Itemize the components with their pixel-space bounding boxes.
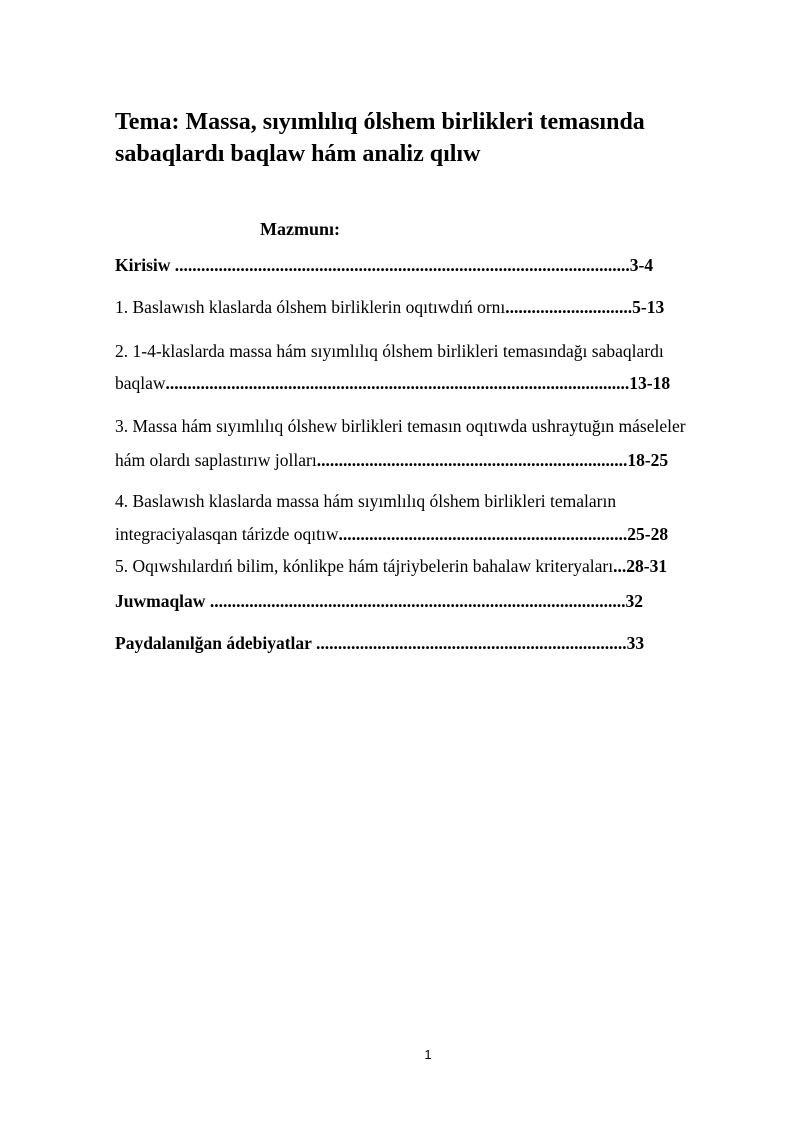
toc-entry-label: hám olardı saplastırıw jolları — [115, 450, 317, 470]
page-number: 1 — [424, 1047, 432, 1062]
toc-page-range: 18-25 — [627, 450, 669, 470]
toc-entry-3-line-2 — [115, 449, 668, 471]
toc-entry-5 — [115, 555, 667, 577]
toc-leader-dots: ............................. — [505, 297, 633, 317]
toc-entry-label: Juwmaqlaw — [115, 591, 206, 611]
title-line-1: Tema: Massa, sıyımlılıq ólshem birlikleri temasında — [115, 109, 645, 135]
toc-leader-dots: .................................................................. — [338, 524, 628, 544]
toc-leader-dots: .......................................................................................................... — [165, 373, 630, 393]
toc-page-range: 28-31 — [626, 556, 668, 576]
toc-entry-label: 1. Baslawısh klaslarda ólshem birliklerin oqıtıwdıń ornı — [115, 297, 506, 317]
toc-entry-2-line-2 — [115, 372, 670, 394]
toc-page-range: 5-13 — [632, 297, 665, 317]
toc-entry-4-line-2 — [115, 523, 668, 545]
document-title — [115, 106, 735, 170]
toc-entry-1 — [115, 296, 664, 318]
toc-entry-label: Kirisiw — [115, 255, 171, 275]
toc-entry-2-line-1 — [115, 340, 664, 362]
toc-leader-dots: ........................................................................................................ — [170, 255, 630, 275]
toc-entry-references — [115, 632, 644, 654]
toc-entry-label: 3. Massa hám sıyımlılıq ólshew birlikleri temasın oqıtıwda ushraytuğın máseleler — [115, 416, 686, 436]
toc-heading: Mazmunı: — [260, 219, 340, 239]
toc-page-range: 33 — [626, 633, 645, 653]
toc-leader-dots: ... — [613, 556, 627, 576]
toc-entry-label: Paydalanılğan ádebiyatlar — [115, 633, 312, 653]
toc-entry-label: 5. Oqıwshılardıń bilim, kónlikpe hám tájriybelerin bahalaw kriteryaları — [115, 556, 614, 576]
toc-entry-label: integraciyalasqan tárizde oqıtıw — [115, 524, 339, 544]
toc-page-range: 3-4 — [629, 255, 654, 275]
toc-page-range: 25-28 — [627, 524, 669, 544]
toc-entry-kirisiw — [115, 254, 653, 276]
toc-page-range: 13-18 — [629, 373, 671, 393]
toc-entry-juwmaqlaw — [115, 590, 643, 612]
toc-leader-dots: ....................................................................... — [311, 633, 627, 653]
toc-entry-4-line-1 — [115, 490, 616, 512]
toc-entry-label: 4. Baslawısh klaslarda massa hám sıyımlılıq ólshem birlikleri temaların — [115, 491, 617, 511]
title-line-2: sabaqlardı baqlaw hám analiz qılıw — [115, 141, 481, 167]
toc-entry-label: 2. 1-4-klaslarda massa hám sıyımlılıq ólshem birlikleri temasındağı sabaqlardı — [115, 341, 664, 361]
toc-leader-dots: ....................................................................... — [316, 450, 628, 470]
toc-leader-dots: ............................................................................................... — [205, 591, 626, 611]
toc-entry-label: baqlaw — [115, 373, 166, 393]
toc-page-range: 32 — [625, 591, 643, 611]
toc-entry-3-line-1 — [115, 415, 686, 437]
